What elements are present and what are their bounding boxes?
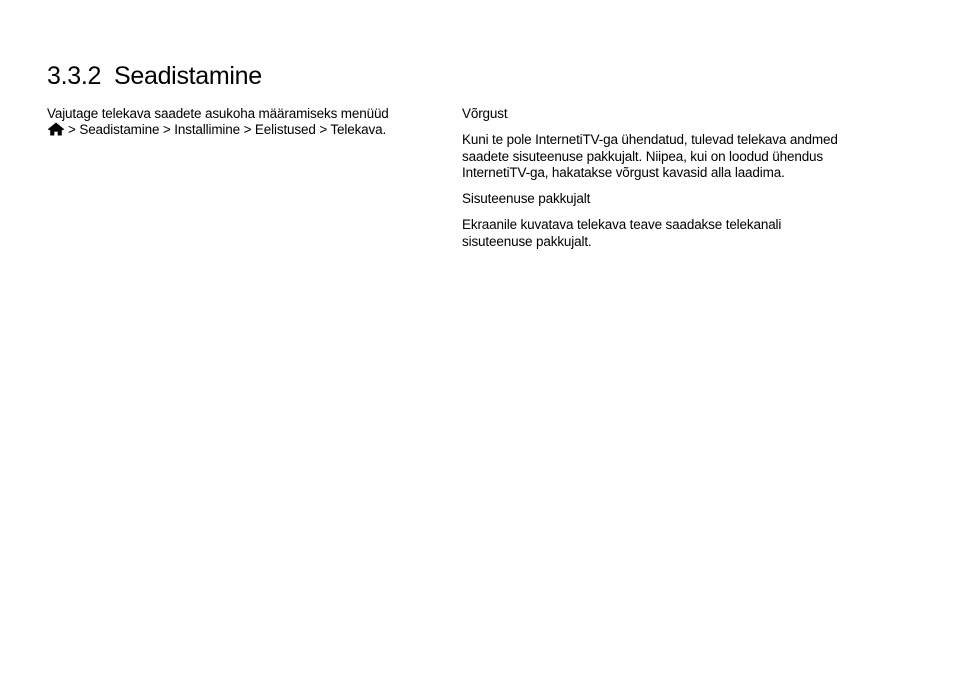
provider-paragraph: Ekraanile kuvatava telekava teave saadakse telekanali sisuteenuse pakkujalt. [462, 217, 782, 249]
network-heading: Võrgust [462, 106, 508, 121]
menu-path: > Seadistamine > Installimine > Eelistused > Telekava. [68, 122, 387, 138]
section-number: 3.3.2 [47, 62, 102, 90]
home-icon [47, 122, 65, 136]
left-column [47, 106, 439, 149]
section-title: Seadistamine [114, 62, 262, 90]
provider-heading: Sisuteenuse pakkujalt [462, 191, 591, 207]
network-paragraph: Kuni te pole InternetiTV-ga ühendatud, tulevad telekava andmed saadete sisuteenuse pakkujalt. Niipea, kui on loodud ühendus InternetiTV-ga, hakatakse võrgust kavasid alla laadima. [462, 132, 838, 180]
page-title [47, 61, 262, 91]
intro-text: Vajutage telekava saadete asukoha määramiseks menüüd [47, 106, 389, 121]
intro-paragraph [47, 106, 439, 139]
right-column [462, 106, 842, 260]
